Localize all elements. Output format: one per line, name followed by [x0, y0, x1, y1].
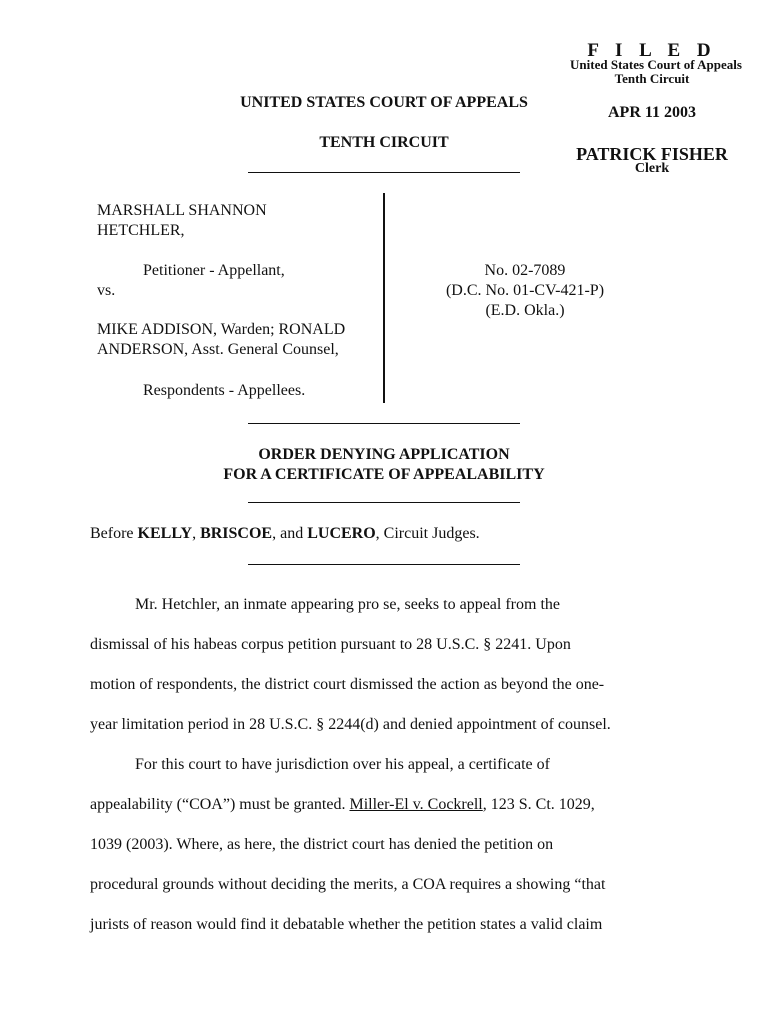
paragraph-line: jurists of reason would find it debatable whether the petition states a valid claim: [90, 916, 603, 933]
panel-before: Before: [90, 525, 138, 542]
panel-divider: [248, 564, 520, 565]
circuit-name: TENTH CIRCUIT: [319, 134, 449, 151]
petitioner-role: Petitioner - Appellant,: [143, 262, 285, 279]
judge-kelly: KELLY: [137, 525, 193, 542]
order-title-line1: ORDER DENYING APPLICATION: [258, 446, 510, 463]
court-name: UNITED STATES COURT OF APPEALS: [240, 94, 528, 111]
paragraph-line: 1039 (2003). Where, as here, the district court has denied the petition on: [90, 836, 554, 853]
filed-stamp-title: F I L E D: [587, 40, 717, 61]
judge-lucero: LUCERO: [307, 525, 376, 542]
paragraph-1: [90, 585, 668, 745]
respondent-names-line1: MIKE ADDISON, Warden; RONALD: [97, 321, 346, 338]
paragraph-line: procedural grounds without deciding the merits, a COA requires a showing “that: [90, 876, 606, 893]
case-citation: Miller-El v. Cockrell: [349, 796, 483, 813]
case-number-block: [400, 261, 650, 321]
petitioner-name-line2: HETCHLER,: [97, 222, 185, 239]
opinion-body: [90, 585, 668, 945]
clerk-title: Clerk: [634, 161, 670, 176]
filed-stamp-court: United States Court of Appeals: [570, 57, 742, 72]
filed-date: APR 11 2003: [608, 104, 696, 121]
paragraph-line: For this court to have jurisdiction over his appeal, a certificate of: [135, 756, 550, 773]
citation-lead: appealability (“COA”) must be granted.: [90, 796, 350, 813]
paragraph-2: [90, 745, 668, 945]
case-number: No. 02-7089: [484, 262, 566, 279]
paragraph-line: [90, 785, 668, 825]
panel-suffix: , Circuit Judges.: [375, 525, 480, 542]
paragraph-line: motion of respondents, the district court dismissed the action as beyond the one-: [90, 676, 605, 693]
panel-line: [90, 525, 480, 543]
petitioner-name: [97, 201, 357, 241]
paragraph-line: year limitation period in 28 U.S.C. § 2244(d) and denied appointment of counsel.: [90, 716, 611, 733]
order-title-line2: FOR A CERTIFICATE OF APPEALABILITY: [223, 466, 545, 483]
respondent-names: [97, 320, 387, 360]
panel-sep2: , and: [272, 525, 308, 542]
district-name: (E.D. Okla.): [485, 302, 565, 319]
caption-divider: [383, 193, 385, 403]
panel-sep1: ,: [192, 525, 201, 542]
paragraph-line: dismissal of his habeas corpus petition pursuant to 28 U.S.C. § 2241. Upon: [90, 636, 571, 653]
order-title: [184, 445, 584, 485]
citation-reporter: , 123 S. Ct. 1029,: [482, 796, 595, 813]
filed-stamp-circuit: Tenth Circuit: [614, 71, 690, 86]
order-title-divider: [248, 502, 520, 503]
respondent-names-line2: ANDERSON, Asst. General Counsel,: [97, 341, 339, 358]
paragraph-line: Mr. Hetchler, an inmate appearing pro se, seeks to appeal from the: [135, 596, 560, 613]
petitioner-name-line1: MARSHALL SHANNON: [97, 202, 267, 219]
judge-briscoe: BRISCOE: [200, 525, 273, 542]
caption-bottom-divider: [248, 423, 520, 424]
header-divider: [248, 172, 520, 173]
district-court-number: (D.C. No. 01-CV-421-P): [445, 282, 605, 299]
clerk-name: PATRICK FISHER: [576, 144, 728, 164]
versus-label: vs.: [97, 282, 116, 299]
respondent-role: Respondents - Appellees.: [143, 382, 306, 399]
